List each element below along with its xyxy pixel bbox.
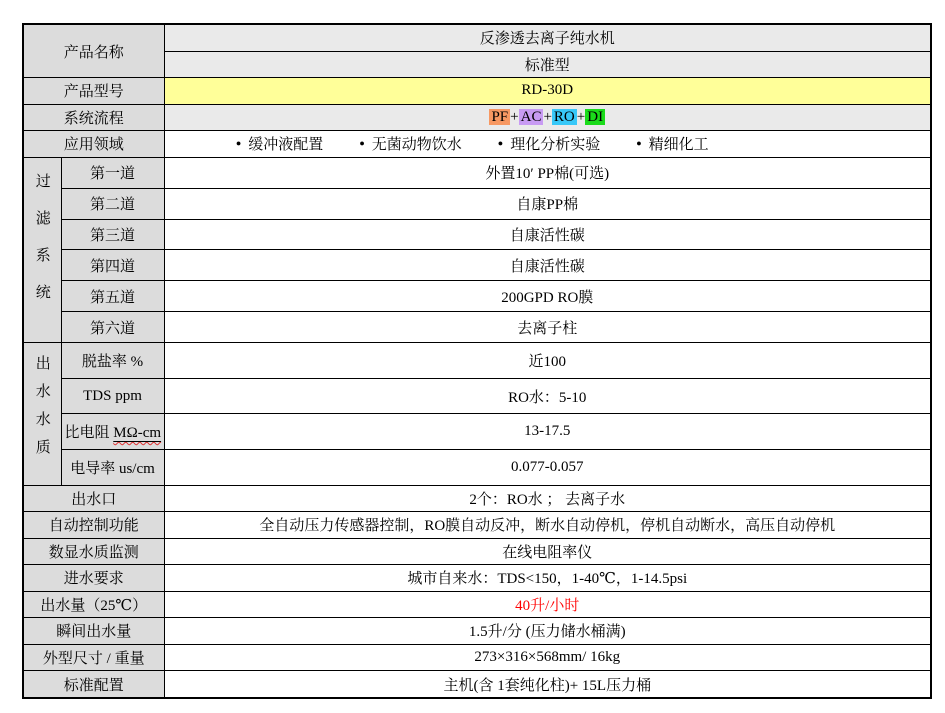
quality-group-label <box>23 343 61 485</box>
spellcheck-underline <box>113 425 161 441</box>
table-row <box>23 644 931 671</box>
auto-control-value: 全自动压力传感器控制，RO膜自动反冲，断水自动停机，停机自动断水，高压自动停机 <box>164 512 931 539</box>
product-model-label: 产品型号 <box>23 78 164 105</box>
table-row <box>23 618 931 645</box>
inlet-requirement-label: 进水要求 <box>23 565 164 592</box>
bullet-icon: ● <box>497 138 504 149</box>
filter-stage-2-label: 第二道 <box>61 188 164 219</box>
spec-sheet <box>22 23 932 699</box>
list-item <box>236 133 323 154</box>
process-separator: + <box>576 108 586 125</box>
dimensions-weight-label: 外型尺寸 / 重量 <box>23 644 164 671</box>
table-row <box>23 104 931 131</box>
table-row <box>23 281 931 312</box>
table-row <box>23 343 931 379</box>
filter-stage-5-value: 200GPD RO膜 <box>164 281 931 312</box>
table-row <box>23 78 931 105</box>
product-model-value: RD-30D <box>164 78 931 105</box>
filter-stage-1-label: 第一道 <box>61 157 164 188</box>
table-row <box>23 157 931 188</box>
filter-stage-3-label: 第三道 <box>61 219 164 250</box>
dimensions-weight-value: 273×316×568mm/ 16kg <box>164 644 931 671</box>
application-value <box>164 131 931 158</box>
table-row <box>23 24 931 51</box>
system-process-label: 系统流程 <box>23 104 164 131</box>
table-row <box>23 512 931 539</box>
standard-config-label: 标准配置 <box>23 671 164 698</box>
auto-control-label: 自动控制功能 <box>23 512 164 539</box>
quality-resistivity-value: 13-17.5 <box>164 414 931 450</box>
filter-group-label-text: 过滤系统 <box>33 173 50 322</box>
list-item <box>636 133 708 154</box>
filter-stage-3-value: 自康活性碳 <box>164 219 931 250</box>
filter-stage-5-label: 第五道 <box>61 281 164 312</box>
bullet-icon: ● <box>636 138 642 149</box>
table-row <box>23 131 931 158</box>
bullet-icon: ● <box>235 138 242 149</box>
filter-stage-6-value: 去离子柱 <box>164 312 931 343</box>
list-item <box>359 133 461 154</box>
monitor-value: 在线电阻率仪 <box>164 538 931 565</box>
filter-stage-6-label: 第六道 <box>61 312 164 343</box>
system-process-value <box>164 104 931 131</box>
application-item-label: 理化分析实验 <box>510 137 601 154</box>
filter-stage-2-value: 自康PP棉 <box>164 188 931 219</box>
quality-resistivity-label <box>61 414 164 450</box>
product-subtype-value: 标准型 <box>164 51 931 78</box>
table-row <box>23 414 931 450</box>
table-row <box>23 449 931 485</box>
monitor-label: 数显水质监测 <box>23 538 164 565</box>
process-segment-pf: PF <box>491 108 509 125</box>
application-item-label: 精细化工 <box>648 137 709 154</box>
inlet-requirement-value: 城市自来水：TDS<150，1-40℃，1-14.5psi <box>164 565 931 592</box>
table-row <box>23 671 931 698</box>
process-separator: + <box>543 108 552 125</box>
quality-tds-value: RO水：5-10 <box>164 378 931 414</box>
output-rate-label: 出水量（25℃） <box>23 591 164 618</box>
product-name-value: 反渗透去离子纯水机 <box>164 24 931 51</box>
process-segment-ac: AC <box>520 108 542 125</box>
table-row <box>23 378 931 414</box>
quality-desalination-value: 近100 <box>164 343 931 379</box>
list-item <box>498 133 600 154</box>
application-item-label: 缓冲液配置 <box>248 137 324 154</box>
quality-conductivity-value: 0.077-0.057 <box>164 449 931 485</box>
outlet-label: 出水口 <box>23 485 164 512</box>
application-bullet-list <box>168 133 928 154</box>
outlet-value: 2个：RO水 ； 去离子水 <box>164 485 931 512</box>
table-row <box>23 250 931 281</box>
quality-conductivity-label: 电导率 us/cm <box>61 449 164 485</box>
table-row <box>23 565 931 592</box>
process-segment-di: DI <box>587 108 604 125</box>
table-row <box>23 538 931 565</box>
filter-group-label <box>23 157 61 343</box>
process-separator: + <box>510 108 519 125</box>
process-segment-ro: RO <box>553 108 575 125</box>
quality-group-label-text: 出水水质 <box>33 355 50 468</box>
table-row <box>23 312 931 343</box>
product-spec-table <box>22 23 932 699</box>
table-row <box>23 591 931 618</box>
quality-resistivity-unit: MΩ-cm <box>113 425 162 442</box>
product-name-label: 产品名称 <box>23 24 164 78</box>
instant-output-label: 瞬间出水量 <box>23 618 164 645</box>
application-label: 应用领域 <box>23 131 164 158</box>
output-rate-value: 40升/小时 <box>164 591 931 618</box>
instant-output-value: 1.5升/分 (压力储水桶满) <box>164 618 931 645</box>
application-item-label: 无菌动物饮水 <box>371 137 462 154</box>
standard-config-value: 主机(含 1套纯化柱)+ 15L压力桶 <box>164 671 931 698</box>
filter-stage-4-label: 第四道 <box>61 250 164 281</box>
filter-stage-4-value: 自康活性碳 <box>164 250 931 281</box>
table-row <box>23 219 931 250</box>
quality-tds-label: TDS ppm <box>61 378 164 414</box>
quality-resistivity-label-prefix: 比电阻 <box>64 425 114 442</box>
bullet-icon: ● <box>359 138 365 149</box>
table-row <box>23 485 931 512</box>
quality-desalination-label: 脱盐率 % <box>61 343 164 379</box>
filter-stage-1-value: 外置10′ PP棉(可选) <box>164 157 931 188</box>
table-row <box>23 188 931 219</box>
